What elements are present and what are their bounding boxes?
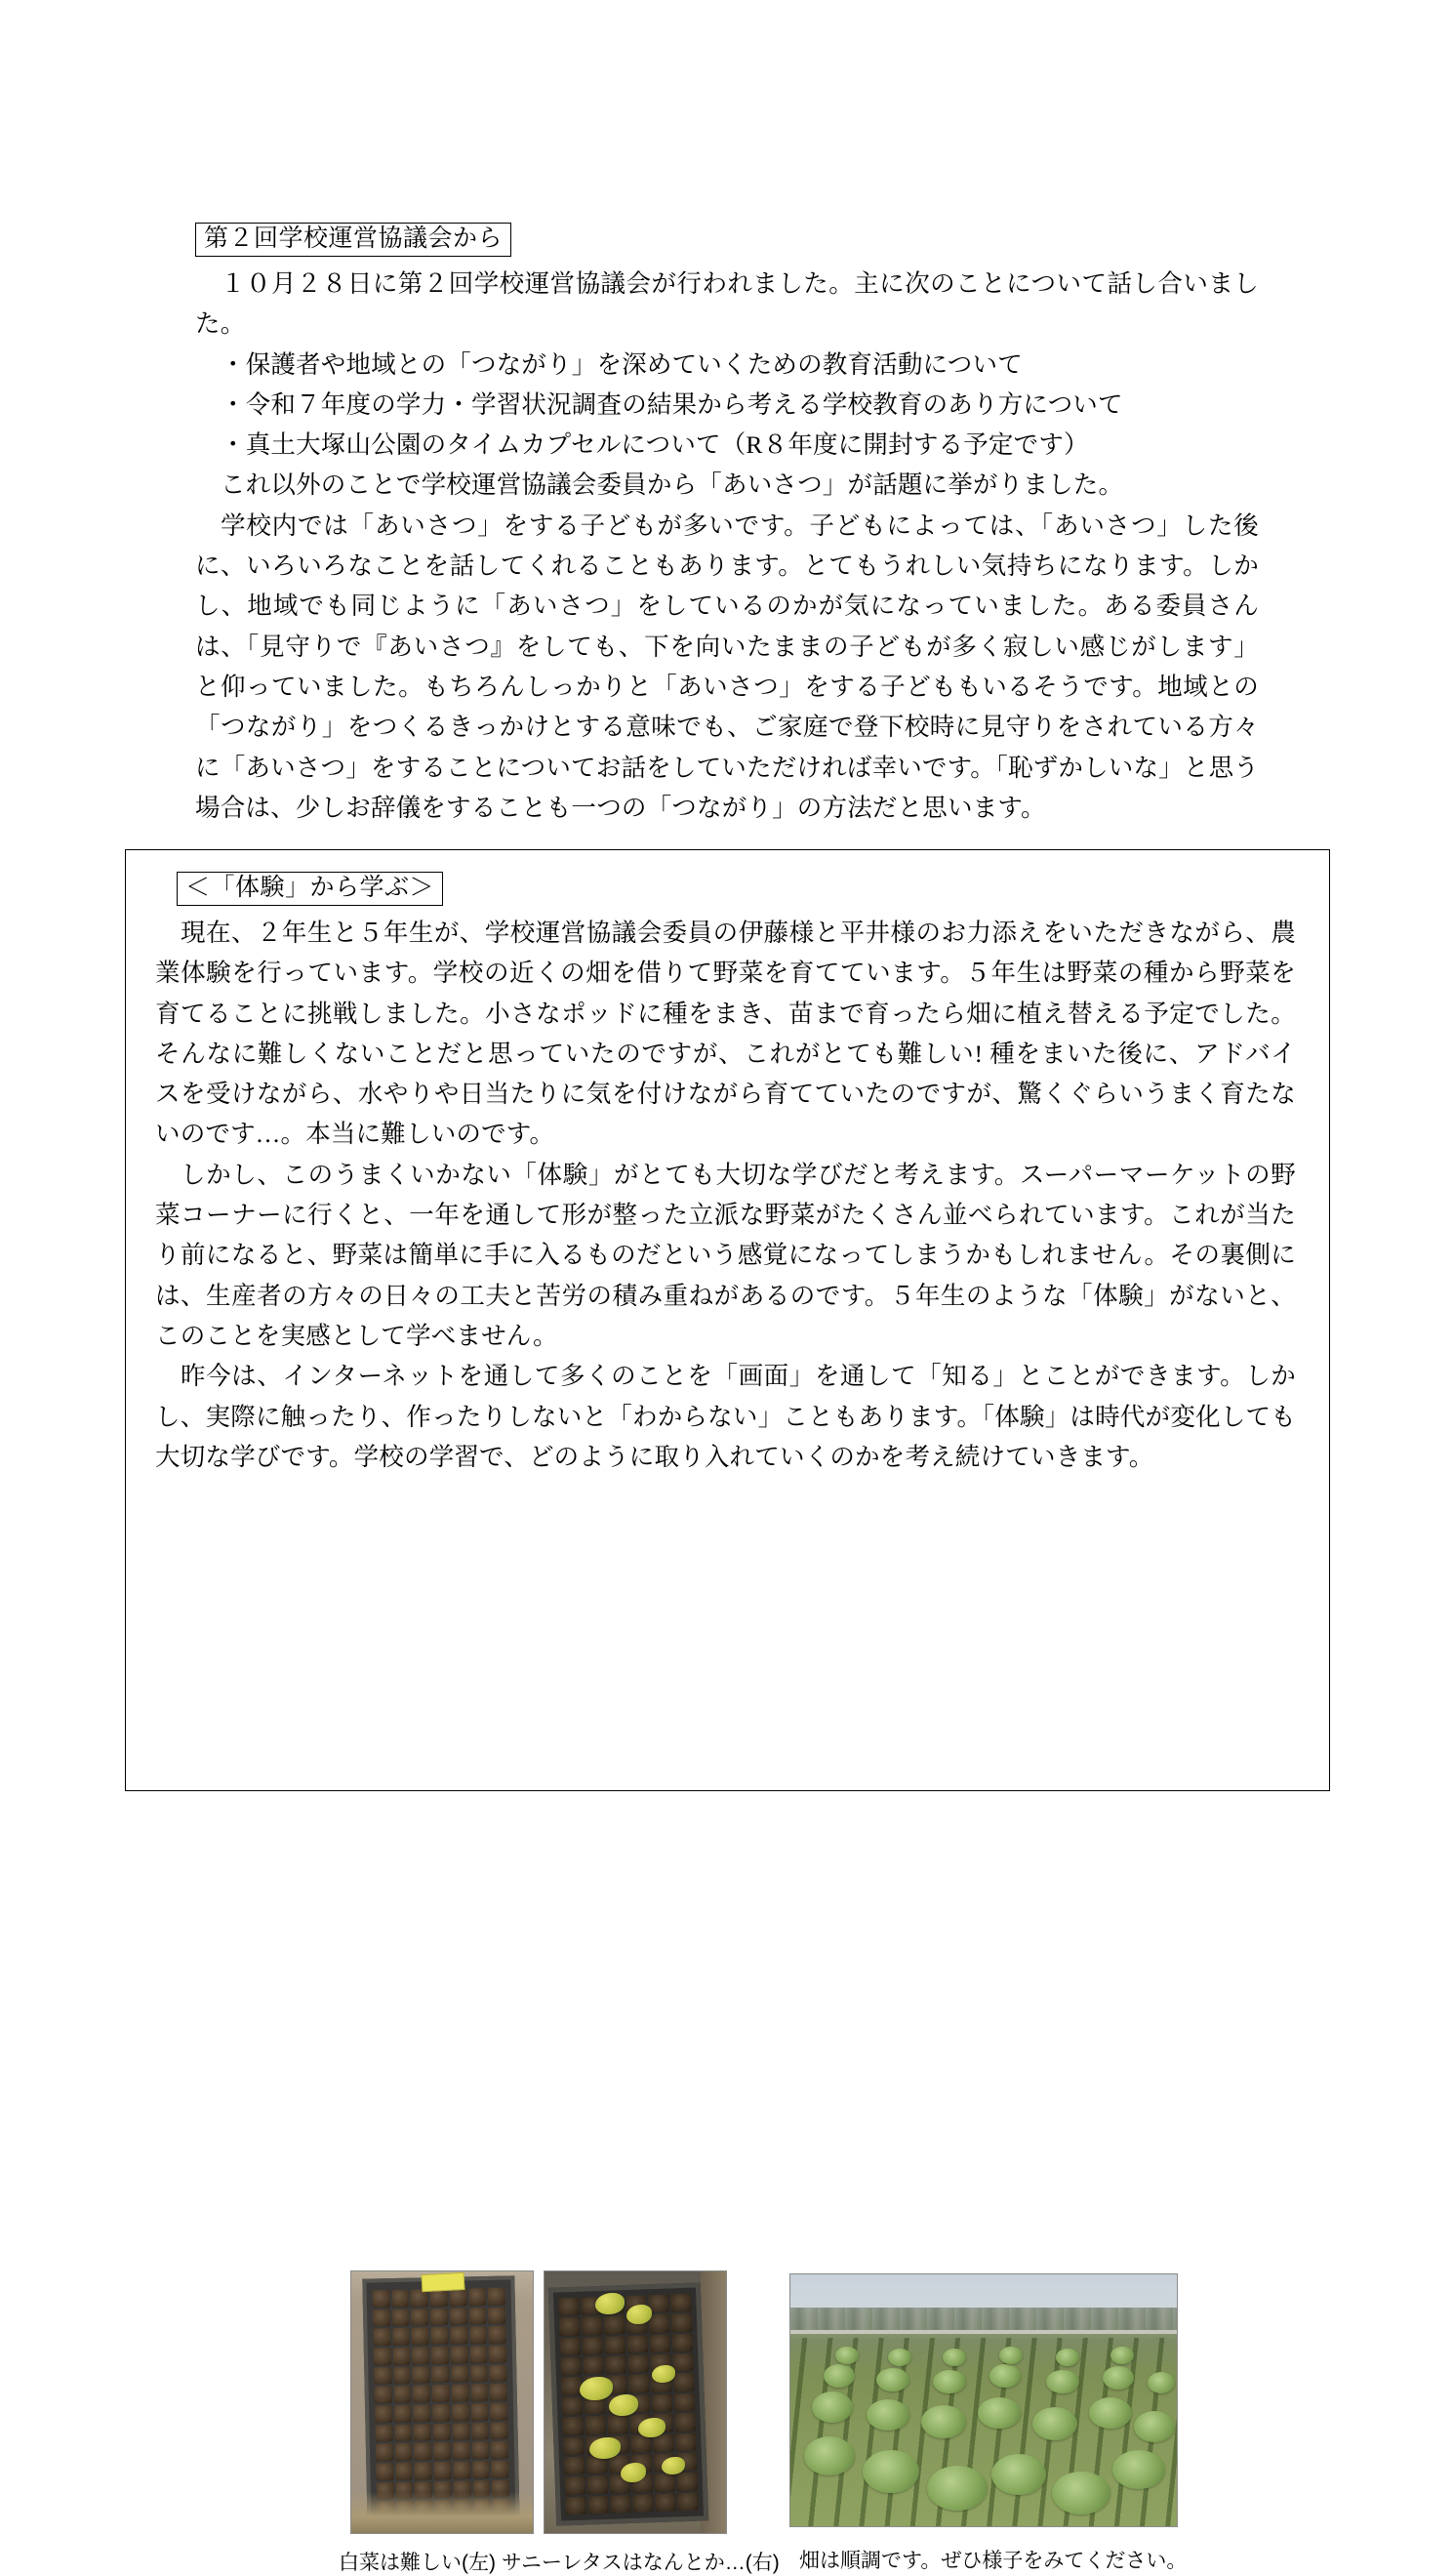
tray-label-tag — [422, 2272, 465, 2292]
section1-bullet-1: ・保護者や地域との「つながり」を深めていくための教育活動について — [221, 349, 1023, 379]
photo-caption-left: 白菜は難しい(左) サニーレタスはなんとか…(右) — [339, 2552, 780, 2574]
photo-cabbage-field — [789, 2273, 1178, 2527]
photo-seed-tray-hakusai — [350, 2270, 534, 2534]
cabbage-plants — [790, 2274, 1177, 2526]
section-learning-from-experience — [125, 849, 1330, 2574]
section1-heading: 第２回学校運営協議会から — [195, 223, 511, 257]
section1-bullet-3: ・真土大塚山公園のタイムカプセルについて（R８年度に開封する予定です） — [221, 430, 1089, 460]
photo-row — [126, 2270, 1329, 2563]
photo-seed-tray-sunny-lettuce — [544, 2270, 727, 2534]
photo-caption-right: 畑は順調です。ぜひ様子をみてください。 — [799, 2550, 1188, 2572]
straw-ground — [351, 2492, 533, 2533]
section1-paragraph-3: 学校内では「あいさつ」をする子どもが多いです。子どもによっては、「あいさつ」した後に、いろいろなことを話してくれることもあります。とてもうれしい気持ちになります。しかし、地域でも同じように「あいさつ」をしているのかが気になっていました。ある委員さんは、「見守りで『あいさつ』をしても、下を向いたままの子どもが多く寂しい感じがします」と仰っていました。もちろんしっかりと「あいさつ」をする子どももいるそうです。地域との「つながり」をつくるきっかけとする意味でも、ご家庭で登下校時に見守りをされている方々に「あいさつ」をすることについてお話をしていただければ幸いです。「恥ずかしいな」と思う場合は、少しお辞儀をすることも一つの「つながり」の方法だと思います。 — [195, 511, 1259, 822]
section-school-management-council — [195, 223, 1259, 828]
tray-cells — [373, 2288, 510, 2519]
section2-paragraph-3: 昨今は、インターネットを通して多くのことを「画面」を通して「知る」とことができます。しかし、実際に触ったり、作ったりしないと「わからない」こともあります。「体験」は時代が変化しても大切な学びです。学校の学習で、どのように取り入れていくのかを考え続けていきます。 — [155, 1362, 1296, 1471]
section1-bullet-2: ・令和７年度の学力・学習状況調査の結果から考える学校教育のあり方について — [221, 389, 1123, 419]
section1-paragraph-2: これ以外のことで学校運営協議会委員から「あいさつ」が話題に挙がりました。 — [221, 470, 1124, 500]
section2-heading: ＜「体験」から学ぶ＞ — [177, 872, 443, 906]
section2-paragraph-2: しかし、このうまくいかない「体験」がとても大切な学びだと考えます。スーパーマーケットの野菜コーナーに行くと、一年を通して形が整った立派な野菜がたくさん並べられています。これが当たり前になると、野菜は簡単に手に入るものだという感覚になってしまうかもしれません。その裏側には、生産者の方々の日々の工夫と苦労の積み重ねがあるのです。５年生のような「体験」がないと、このことを実感として学べません。 — [155, 1160, 1296, 1350]
section1-paragraph-1: １０月２８日に第２回学校運営協議会が行われました。主に次のことについて話し合いました。 — [195, 269, 1259, 339]
section2-paragraph-1: 現在、２年生と５年生が、学校運営協議会委員の伊藤様と平井様のお力添えをいただきながら、農業体験を行っています。学校の近くの畑を借りて野菜を育てています。５年生は野菜の種から野菜を育てることに挑戦しました。小さなポッドに種をまき、苗まで育ったら畑に植え替える予定でした。そんなに難しくないことだと思っていたのですが、これがとても難しい! 種をまいた後に、アドバイスを受けながら、水やりや日当たりに気を付けながら育てていたのですが、驚くぐらいうまく育たないのです…。本当に難しいのです。 — [155, 919, 1296, 1149]
